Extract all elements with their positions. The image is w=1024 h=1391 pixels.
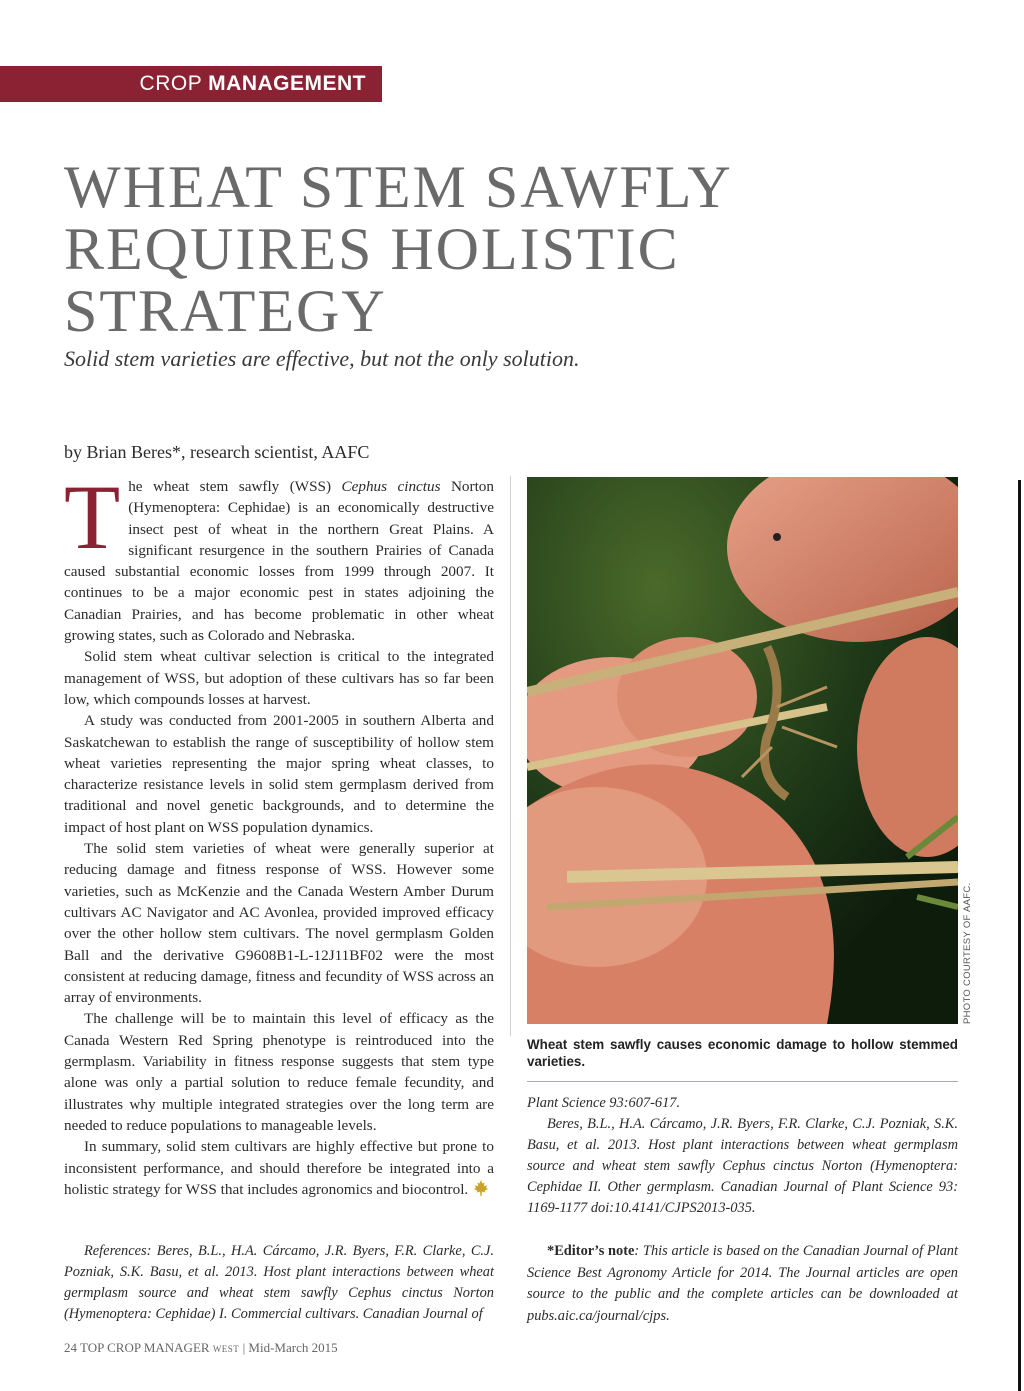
paragraph-6: In summary, solid stem cultivars are highly effective but prone to inconsistent performance, and should therefore be integrated into a holistic strategy for WSS that includes agronomics and biocontrol. — [64, 1138, 494, 1198]
paragraph-1: The wheat stem sawfly (WSS) Cephus cinctus Norton (Hymenoptera: Cephidae) is an economically destructive insect pest of wheat in the northern Great Plains. A significant resurgence in the southern Prairies of Canada caused substantial economic losses from 1999 through 2007. It continues to be a major economic pest in states adjoining the Canadian Prairies, and has become problematic in other wheat growing states, such as Colorado and Nebraska. — [64, 466, 494, 645]
title-line-3: STRATEGY — [64, 278, 387, 344]
maple-leaf-icon — [472, 1179, 490, 1197]
wheat-stem-photo-illustration — [527, 477, 958, 1024]
title-line-1: WHEAT STEM SAWFLY — [64, 154, 733, 220]
editor-note — [527, 1241, 958, 1327]
page-footer — [64, 1340, 338, 1356]
issue-date: Mid-March 2015 — [248, 1340, 338, 1355]
photo-credit: PHOTO COURTESY OF AAFC. — [962, 882, 973, 1024]
section-header — [0, 66, 382, 102]
references-right — [527, 1093, 958, 1219]
reference-1: References: Beres, B.L., H.A. Cárcamo, J.R. Byers, F.R. Clarke, C.J. Pozniak, S.K. Basu, et al. 2013. Host plant interactions between wheat germplasm source and wheat stem sawfly Cephus cinctus Norton (Hymenoptera: Cephidae) I. Commercial cultivars. Canadian Journal of — [64, 1243, 494, 1322]
references-left — [64, 1241, 494, 1325]
caption-divider — [527, 1081, 958, 1082]
paragraph-4: The solid stem varieties of wheat were generally superior at reducing damage and fitness response of WSS. However some varieties, such as McKenzie and the Canada Western Amber Durum cultivars AC Navigator and AC Avonlea, provided improved efficacy over the other hollow stem cultivars. The novel germplasm Golden Ball and the derivative G9608B1-L-12J11BF02 were the most consistent at reducing damage, fitness and fecundity of WSS across an array of environments. — [64, 840, 494, 1007]
magazine-name: TOP CROP MANAGER — [80, 1340, 210, 1355]
editor-note-text: : This article is based on the Canadian Journal of Plant Science Best Agronomy Article for 2014. The Journal articles are open source to the public and the complete articles can be downloaded at pubs.aic.ca/journal/cjps. — [527, 1243, 958, 1324]
title-line-2: REQUIRES HOLISTIC — [64, 216, 680, 282]
page-number: 24 — [64, 1340, 77, 1355]
byline: by Brian Beres*, research scientist, AAFC — [64, 442, 370, 462]
page-edge — [1018, 480, 1021, 1391]
section-label-light: CROP — [139, 72, 209, 95]
paragraph-3: A study was conducted from 2001-2005 in southern Alberta and Saskatchewan to establish the range of susceptibility of hollow stem wheat varieties representing the major spring wheat classes, to characterize resistance levels in solid stem germplasm derived from traditional and novel genetic backgrounds, and to determine the impact of host plant on WSS population dynamics. — [64, 712, 494, 836]
section-label-bold: MANAGEMENT — [208, 72, 366, 95]
reference-2: Beres, B.L., H.A. Cárcamo, J.R. Byers, F.R. Clarke, C.J. Pozniak, S.K. Basu, et al. 2013. Host plant interactions between wheat germplasm source and wheat stem sawfly Cephus cinctus Norton (Hymenoptera: Cephidae II. Other germplasm. Canadian Journal of Plant Science 93: 1169-1177 doi:10.4141/CJPS2013-035. — [527, 1116, 958, 1216]
article-subtitle: Solid stem varieties are effective, but not the only solution. — [64, 346, 580, 371]
paragraph-2: Solid stem wheat cultivar selection is critical to the integrated management of WSS, but adoption of these cultivars has so far been low, which compounds losses at harvest. — [64, 648, 494, 708]
article-title — [64, 156, 964, 342]
photo-caption: Wheat stem sawfly causes economic damage to hollow stemmed varieties. — [527, 1037, 958, 1069]
column-divider — [510, 476, 511, 1036]
editor-note-label: *Editor’s note — [547, 1243, 635, 1259]
drop-cap: T — [64, 466, 121, 568]
sawfly-photo — [527, 477, 958, 1024]
article-body — [64, 466, 494, 1200]
reference-continuation: Plant Science 93:607-617. — [527, 1095, 681, 1111]
footer-separator: | — [239, 1340, 249, 1355]
paragraph-5: The challenge will be to maintain this level of efficacy as the Canada Western Red Spring phenotype is reintroduced into the germplasm. Variability in fitness response suggests that stem type alone was only a partial solution to reduce female fecundity, and illustrates why multiple integrated strategies over the long term are needed to reduce populations to manageable levels. — [64, 1010, 494, 1134]
magazine-edition: WEST — [212, 1344, 240, 1354]
